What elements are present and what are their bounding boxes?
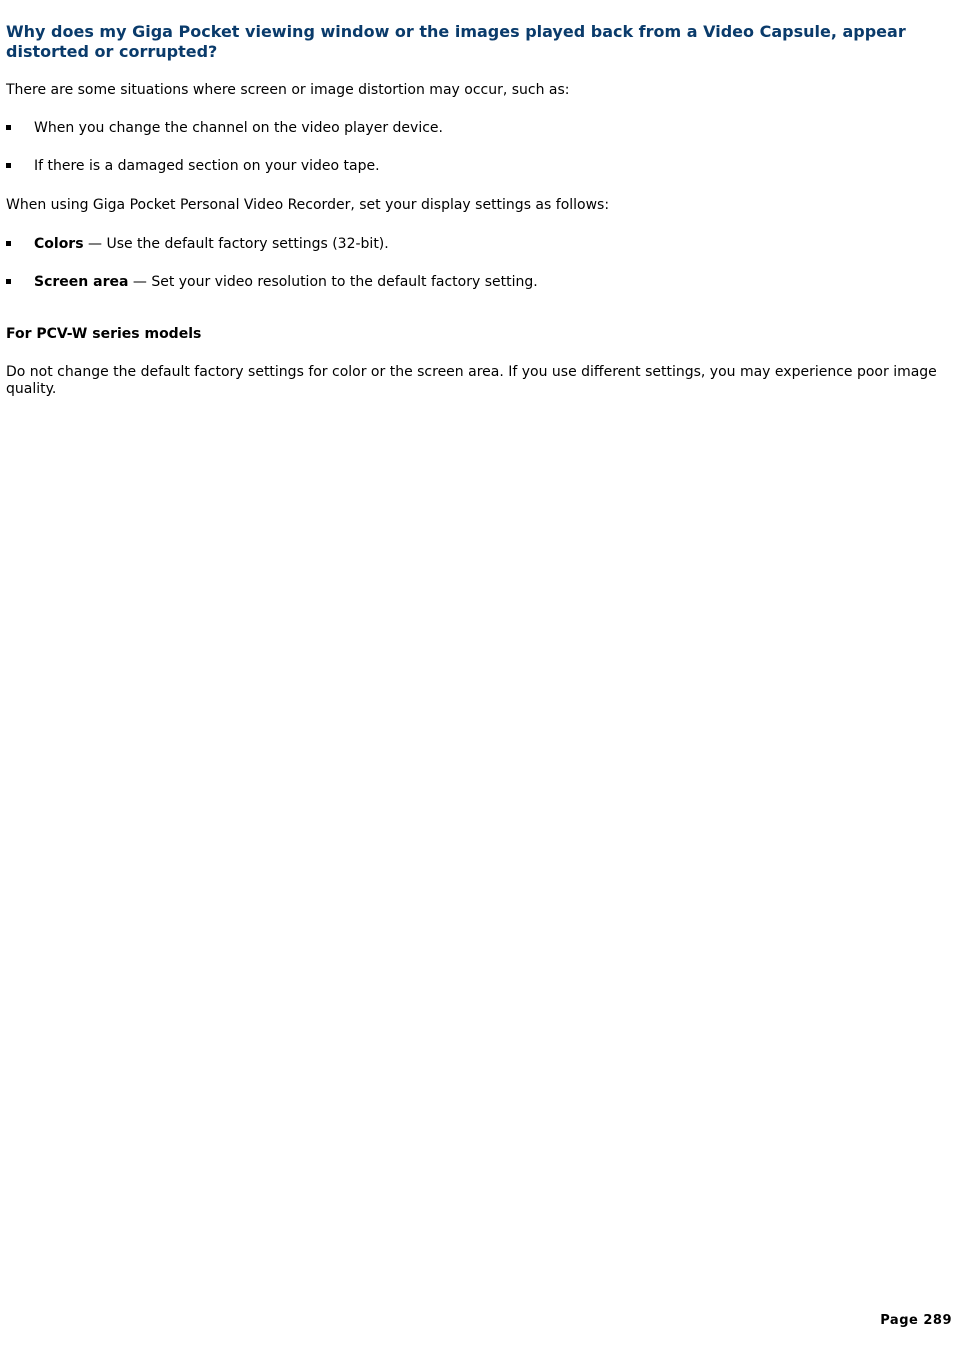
- list-item: [6, 236, 941, 253]
- setting-term: Screen area: [34, 274, 129, 290]
- list-item-text: When you change the channel on the video player device.: [34, 120, 443, 136]
- list-item: [6, 274, 941, 291]
- setting-description: — Use the default factory settings (32-bit).: [83, 236, 389, 252]
- page-number: Page 289: [880, 1313, 952, 1328]
- list-item: [6, 120, 941, 137]
- page-title: Why does my Giga Pocket viewing window or the images played back from a Video Capsule, appear distorted or corrupted?: [6, 22, 906, 61]
- document-page: [6, 22, 941, 398]
- settings-intro-paragraph: When using Giga Pocket Personal Video Recorder, set your display settings as follows:: [6, 197, 610, 213]
- list-item: [6, 158, 941, 175]
- settings-list: [6, 236, 941, 291]
- list-item-text: If there is a damaged section on your video tape.: [34, 158, 380, 174]
- situations-list: [6, 120, 941, 175]
- setting-term: Colors: [34, 236, 84, 252]
- page-footer: [0, 1313, 954, 1328]
- intro-paragraph: There are some situations where screen or image distortion may occur, such as:: [6, 82, 570, 98]
- pcv-paragraph: Do not change the default factory settings for color or the screen area. If you use different settings, you may experience poor image quality.: [6, 364, 937, 397]
- square-bullet-icon: [6, 279, 11, 284]
- square-bullet-icon: [6, 163, 11, 168]
- pcv-section-heading: For PCV-W series models: [6, 326, 202, 342]
- square-bullet-icon: [6, 125, 11, 130]
- setting-description: — Set your video resolution to the default factory setting.: [128, 274, 538, 290]
- square-bullet-icon: [6, 241, 11, 246]
